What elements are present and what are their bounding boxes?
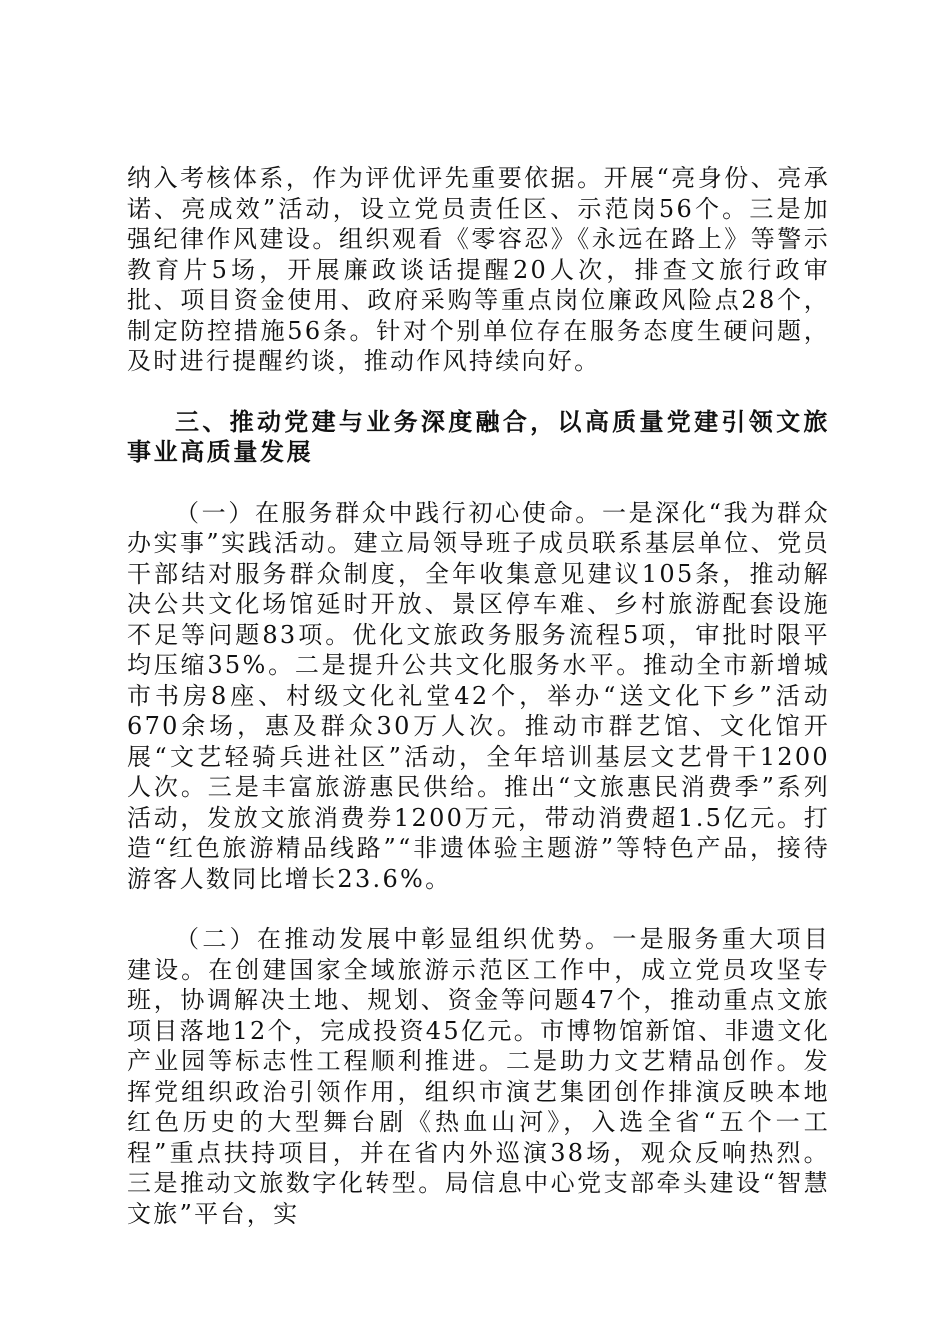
section-heading-3: 三、推动党建与业务深度融合，以高质量党建引领文旅事业高质量发展 [127,407,830,466]
paragraph-promote-development: （二）在推动发展中彰显组织优势。一是服务重大项目建设。在创建国家全域旅游示范区工作中，成立党员攻坚专班，协调解决土地、规划、资金等问题47个，推动重点文旅项目落地12个，完成投资45亿元。市博物馆新馆、非遗文化产业园等标志性工程顺利推进。二是助力文艺精品创作。发挥党组织政治引领作用，组织市演艺集团创作排演反映本地红色历史的大型舞台剧《热血山河》，入选全省“五个一工程”重点扶持项目，并在省内外巡演38场，观众反响热烈。三是推动文旅数字化转型。局信息中心党支部牵头建设“智慧文旅”平台，实 [127,925,830,1228]
paragraph-serve-masses: （一）在服务群众中践行初心使命。一是深化“我为群众办实事”实践活动。建立局领导班子成员联系基层单位、党员干部结对服务群众制度，全年收集意见建议105条，推动解决公共文化场馆延时开放、景区停车难、乡村旅游配套设施不足等问题83项。优化文旅政务服务流程5项，审批时限平均压缩35%。二是提升公共文化服务水平。推动全市新增城市书房8座、村级文化礼堂42个，举办“送文化下乡”活动670余场，惠及群众30万人次。推动市群艺馆、文化馆开展“文艺轻骑兵进社区”活动，全年培训基层文艺骨干1200人次。三是丰富旅游惠民供给。推出“文旅惠民消费季”系列活动，发放文旅消费券1200万元，带动消费超1.5亿元。打造“红色旅游精品线路”“非遗体验主题游”等特色产品，接待游客人数同比增长23.6%。 [127,498,830,893]
paragraph-discipline: 纳入考核体系，作为评优评先重要依据。开展“亮身份、亮承诺、亮成效”活动，设立党员责任区、示范岗56个。三是加强纪律作风建设。组织观看《零容忍》《永远在路上》等警示教育片5场，开展廉政谈话提醒20人次，排查文旅行政审批、项目资金使用、政府采购等重点岗位廉政风险点28个，制定防控措施56条。针对个别单位存在服务态度生硬问题，及时进行提醒约谈，推动作风持续向好。 [127,164,830,375]
document-body [127,163,830,1229]
